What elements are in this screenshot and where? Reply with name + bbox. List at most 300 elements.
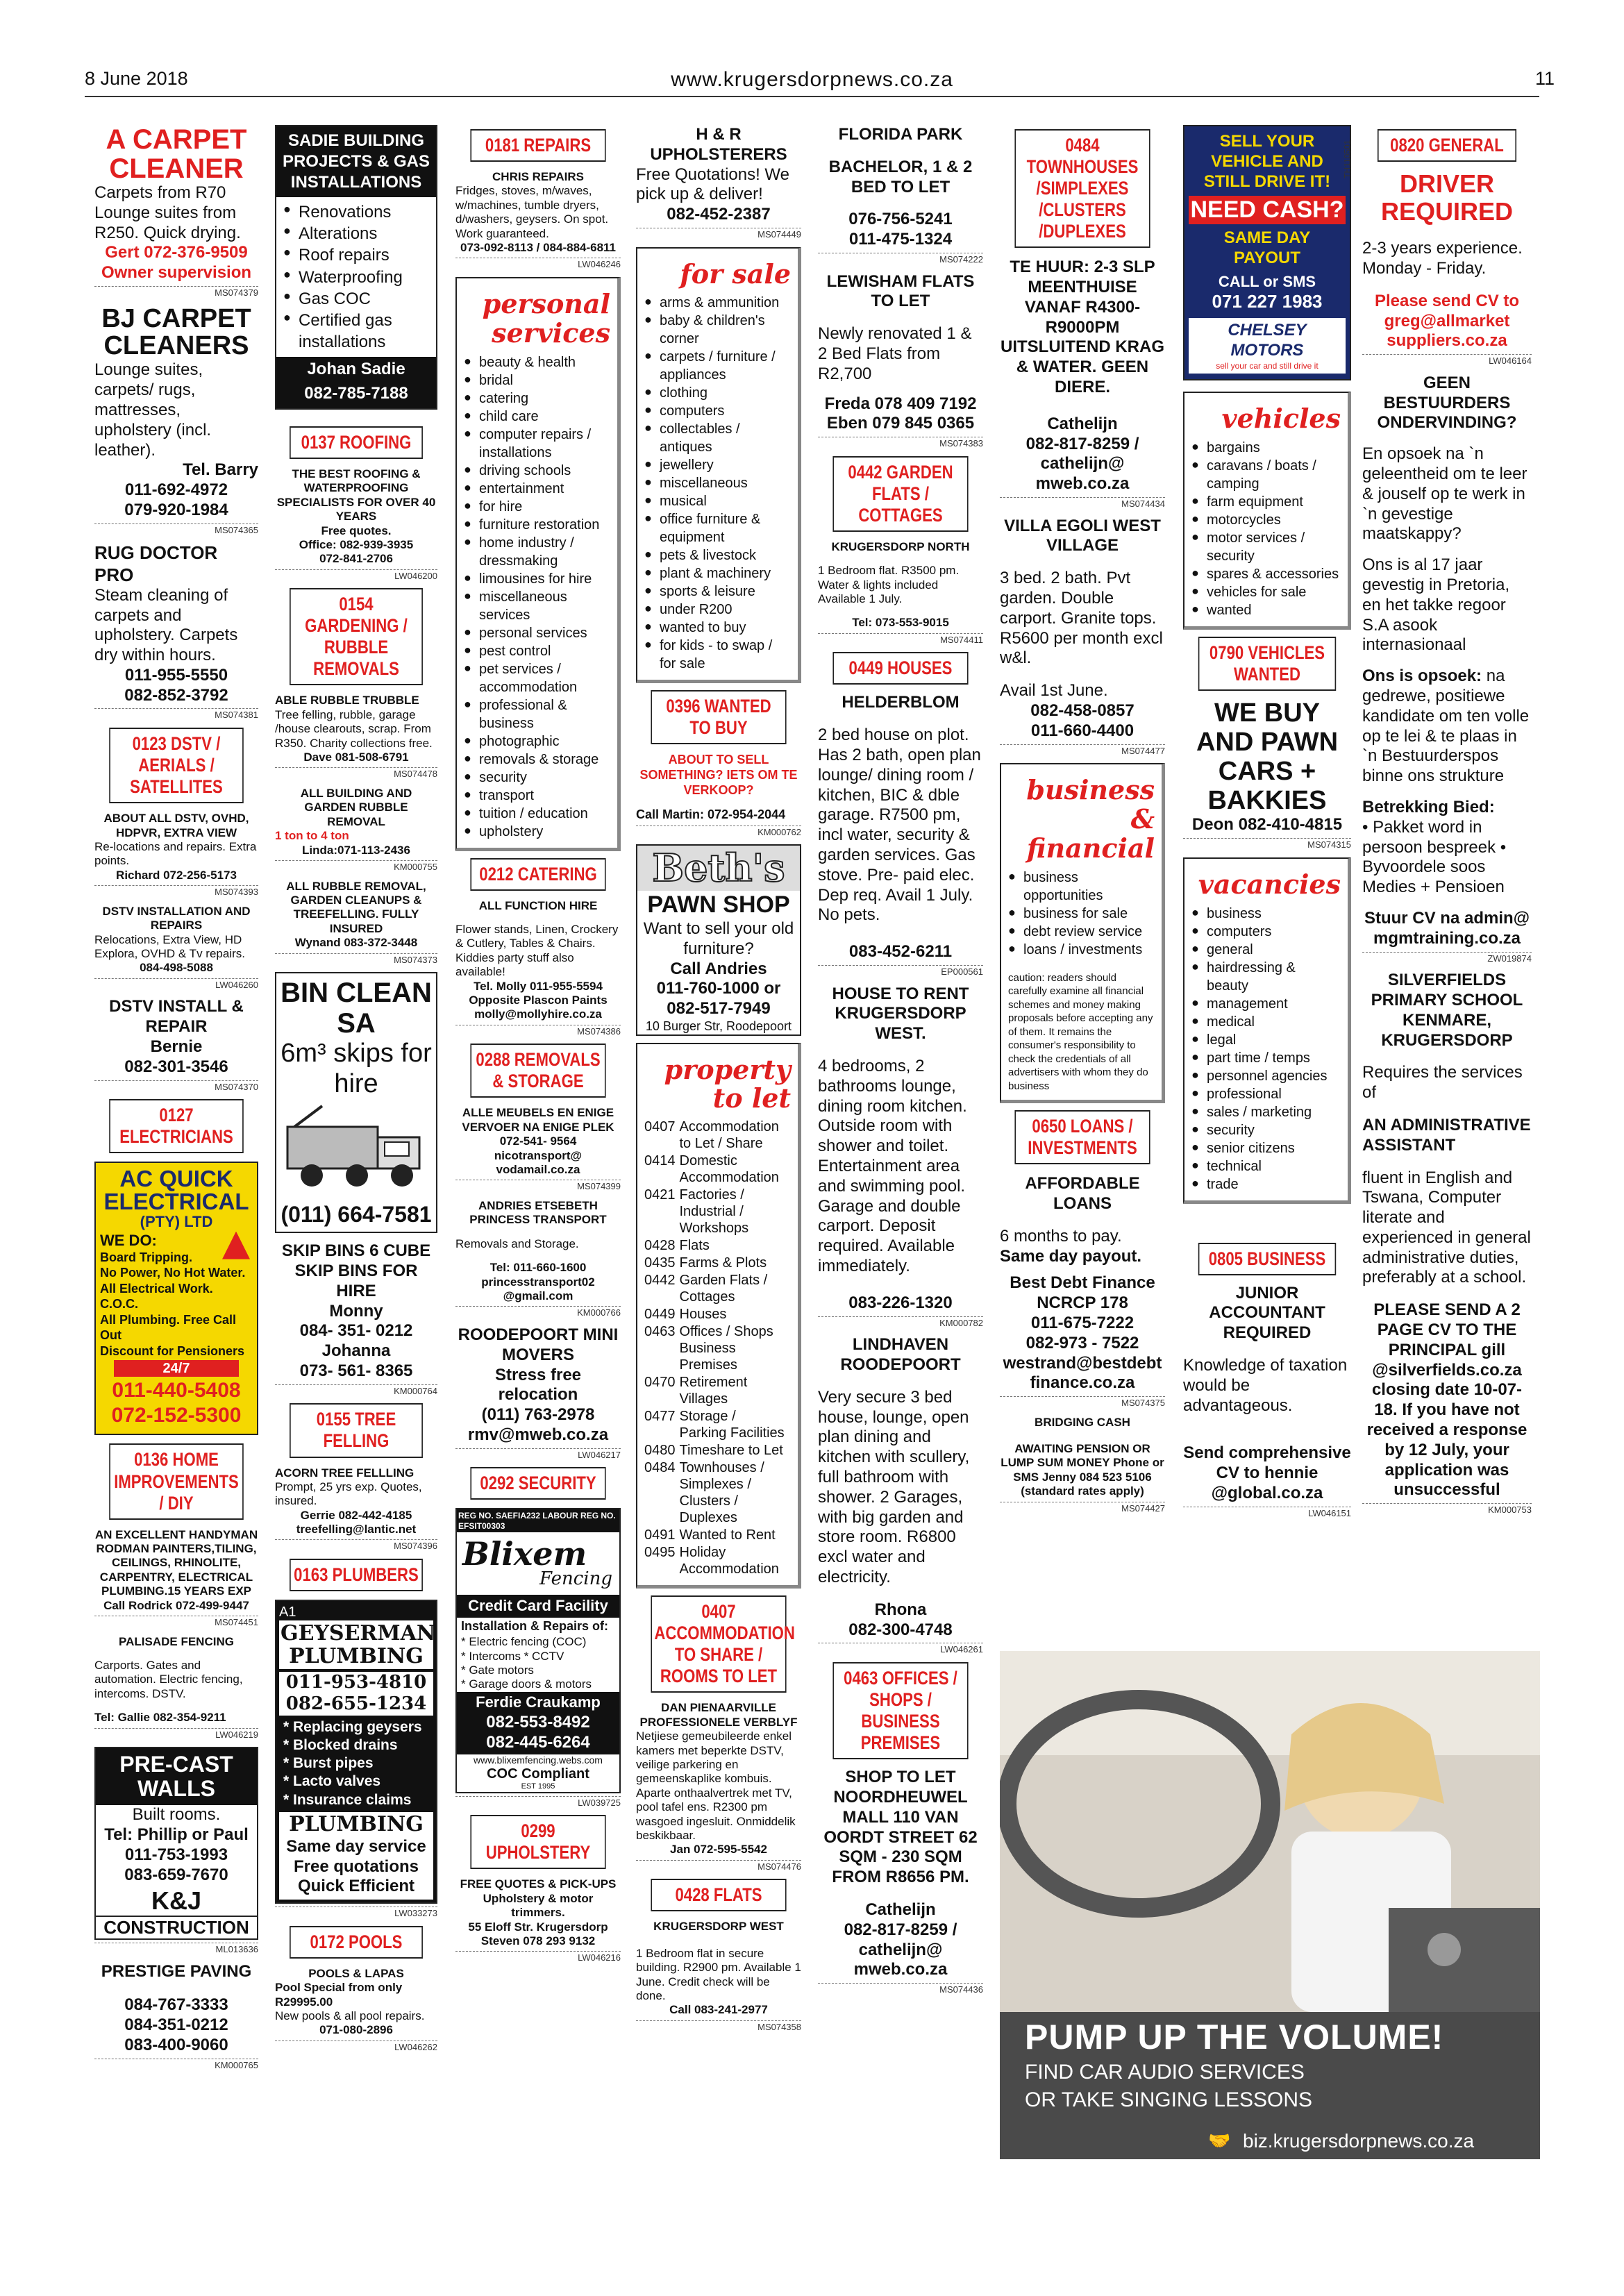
ad-title: ALL RUBBLE REMOVAL, GARDEN CLEANUPS & TREEFELLING. FULLY INSURED bbox=[286, 879, 426, 935]
category-heading: 0650 LOANS / INVESTMENTS bbox=[1014, 1110, 1150, 1164]
blixem-service-list bbox=[457, 1635, 619, 1692]
service-line: * Gate motors bbox=[461, 1663, 534, 1677]
property-category-row bbox=[644, 1153, 791, 1187]
service-item: ● Renovations bbox=[283, 201, 429, 223]
ad-ref: MS074358 bbox=[636, 2020, 801, 2033]
ad-body: 6 months to pay. bbox=[1000, 1226, 1122, 1246]
property-category-row bbox=[644, 1374, 791, 1408]
ad-title: PRESTIGE PAVING bbox=[101, 1961, 252, 1981]
category-heading: 0292 SECURITY bbox=[470, 1467, 605, 1500]
bin-clean-ad bbox=[275, 972, 437, 1233]
ad-phone: 011-753-1993 bbox=[124, 1845, 228, 1865]
ad-sub: 6m³ skips for hire bbox=[281, 1039, 432, 1098]
beths-pawn-ad bbox=[636, 844, 801, 1035]
ad-ref: MS074436 bbox=[818, 1983, 983, 1995]
category-label: Timeshare to Let bbox=[679, 1443, 783, 1459]
category-item: ● trade bbox=[1191, 1175, 1341, 1193]
ad-title: PRE-CAST WALLS bbox=[96, 1748, 257, 1805]
ad-247: 24/7 bbox=[114, 1360, 239, 1377]
ad-phone: Call Rodrick 072-499-9447 bbox=[103, 1598, 249, 1612]
ad-title: ANDRIES ETSEBETH PRINCESS TRANSPORT bbox=[469, 1198, 607, 1227]
ad-ref: MS074222 bbox=[818, 253, 983, 265]
ad-cta: Please send CV to greg@allmarket suppliers.co.za bbox=[1374, 291, 1520, 351]
column-7 bbox=[1183, 125, 1351, 1525]
ad-title: BIN CLEAN SA bbox=[281, 978, 432, 1039]
ad-body: Steam cleaning of carpets and upholstery. Carpets dry within hours. bbox=[94, 585, 238, 665]
ad-cta: PLEASE SEND A 2 PAGE CV TO THE PRINCIPAL gill @silverfields.co.za closing date 10-07-18. If you have not received a response by 12 July, your application was unsuccessful bbox=[1366, 1300, 1527, 1500]
category-code: 0484 bbox=[644, 1460, 676, 1476]
ad-contact: Cathelijn bbox=[1047, 414, 1118, 433]
category-item: ● medical bbox=[1191, 1013, 1341, 1031]
vehicles-index bbox=[1183, 392, 1351, 630]
ad-ref: KM000753 bbox=[1362, 1503, 1532, 1516]
ad-role: AN ADMINISTRATIVE ASSISTANT bbox=[1362, 1115, 1531, 1155]
ad-title: KRUGERSDORP NORTH bbox=[831, 539, 970, 553]
category-code: 0480 bbox=[644, 1443, 676, 1459]
category-label: Offices / Shops Business Premises bbox=[679, 1324, 773, 1373]
business-financial-index bbox=[1000, 763, 1165, 1103]
category-heading: 0288 REMOVALS & STORAGE bbox=[470, 1044, 605, 1098]
section-title: for sale bbox=[680, 258, 791, 290]
ad-ref: LW046260 bbox=[94, 978, 258, 991]
ad-email: westrand@bestdebt finance.co.za bbox=[1003, 1353, 1162, 1393]
category-heading: 0212 CATERING bbox=[470, 858, 605, 891]
ad-body: Same day payout. bbox=[1000, 1246, 1142, 1266]
sadie-service-list bbox=[276, 197, 436, 357]
ad-body: Re-locations and repairs. Extra points. bbox=[94, 840, 257, 868]
ad-phone: 011-475-1324 bbox=[848, 230, 953, 249]
ad-ref: LW046217 bbox=[455, 1448, 621, 1461]
ad-email: treefelling@lantic.net bbox=[296, 1523, 417, 1536]
category-heading: 0396 WANTED TO BUY bbox=[651, 690, 786, 744]
ad-body: 1 Bedroom flat in secure building. R2900 pm. Available 1 June. Credit check will be done. bbox=[636, 1946, 801, 2002]
ad-title: FREE QUOTES & PICK-UPS Upholstery & motor trimmers. bbox=[460, 1877, 617, 1920]
ad-body: New pools & all pool repairs. bbox=[275, 2009, 425, 2022]
ad-phone: 084-767-3333 bbox=[124, 1995, 228, 2015]
ad-phone: 082-655-1234 bbox=[279, 1693, 433, 1715]
category-heading: 0127 ELECTRICIANS bbox=[109, 1099, 244, 1153]
category-item: ● under R200 bbox=[644, 601, 791, 619]
category-item: ● security bbox=[464, 769, 610, 787]
ad-title: ROODEPOORT MINI MOVERS bbox=[458, 1325, 619, 1364]
category-item: ● part time / temps bbox=[1191, 1049, 1341, 1067]
ad-phone: 011-440-5408 bbox=[112, 1379, 241, 1402]
ad-sub: (PTY) LTD bbox=[140, 1213, 213, 1231]
ad-ref: MS074315 bbox=[1183, 838, 1351, 850]
ad-phone: 082-817-8259 / cathelijn@ mweb.co.za bbox=[844, 1920, 957, 1979]
ad-body: 4 bedrooms, 2 bathrooms lounge, dining room kitchen. Outside room with shower and toilet. Entertainment area and swimming pool. Garage and double carport. Deposit required. Available immediately. bbox=[818, 1057, 967, 1275]
category-heading: 0484 TOWNHOUSES /SIMPLEXES /CLUSTERS /DUPLEXES bbox=[1014, 129, 1150, 248]
ad-ref: MS074383 bbox=[818, 437, 983, 449]
ad-ref: LW046164 bbox=[1362, 354, 1532, 367]
category-heading: 0463 OFFICES / SHOPS / BUSINESS PREMISES bbox=[832, 1662, 968, 1759]
category-item: ● security bbox=[1191, 1121, 1341, 1139]
ad-body: Lounge suites, carpets/ rugs, mattresses, upholstery (incl. leather). bbox=[94, 360, 212, 460]
feature-line: Quick Efficient bbox=[297, 1877, 415, 1896]
service-line: All Plumbing. Free Call Out bbox=[100, 1312, 237, 1343]
category-item: ● business for sale bbox=[1008, 905, 1155, 923]
category-item: ● miscellaneous services bbox=[464, 588, 610, 624]
category-label: Houses bbox=[679, 1307, 727, 1323]
ad-title: KRUGERSDORP WEST bbox=[653, 1920, 784, 1934]
ad-phone: 082-458-0857 bbox=[1030, 701, 1135, 720]
ad-body: Requires the services of bbox=[1362, 1063, 1523, 1103]
section-title: vacancies bbox=[1198, 868, 1341, 900]
kj-ad bbox=[94, 1747, 258, 1940]
ad-title: ABOUT TO SELL SOMETHING? IETS OM TE VERKOOP? bbox=[639, 753, 798, 797]
ad-title: GEEN BESTUURDERS ONDERVINDING? bbox=[1377, 373, 1517, 433]
ad-body: Prompt, 25 yrs exp. Quotes, insured. bbox=[275, 1480, 422, 1508]
ad-ref: ZW019874 bbox=[1362, 952, 1532, 964]
ad-ref: LW046219 bbox=[94, 1728, 258, 1741]
ad-title: ALL FUNCTION HIRE bbox=[478, 898, 598, 912]
ad-phone: 082-452-2387 bbox=[667, 205, 771, 224]
ad-title: DAN PIENAARVILLE PROFESSIONELE VERBLYF bbox=[639, 1701, 798, 1729]
category-item: ● transport bbox=[464, 787, 610, 805]
ad-title: DSTV INSTALLATION AND REPAIRS bbox=[102, 904, 251, 932]
category-heading: 0155 TREE FELLING bbox=[290, 1403, 423, 1457]
property-category-row bbox=[644, 1459, 791, 1527]
category-heading: 0136 HOME IMPROVEMENTS / DIY bbox=[109, 1443, 244, 1519]
category-item: ● spares & accessories bbox=[1191, 565, 1341, 583]
category-item: ● debt review service bbox=[1008, 923, 1155, 941]
ad-phone: Linda:071-113-2436 bbox=[302, 843, 410, 857]
category-item: ● baby & children's corner bbox=[644, 312, 791, 348]
column-5 bbox=[818, 125, 983, 2002]
ad-heading: WE DO: bbox=[100, 1231, 157, 1249]
ad-phone: 079-920-1984 bbox=[124, 500, 228, 519]
ad-ref: MS074370 bbox=[94, 1080, 258, 1093]
ad-body: na gedrewe, positiewe kandidate om ten volle op te lei & te plaas in `n Bestuurderspos binne ons strukture bbox=[1362, 667, 1530, 786]
category-code: 0407 bbox=[644, 1119, 676, 1135]
category-item: ● tuition / education bbox=[464, 805, 610, 823]
ad-contact: Tel. Barry bbox=[183, 460, 258, 480]
ad-phone: 011-675-7222 bbox=[1030, 1313, 1135, 1332]
category-item: ● pet services / accommodation bbox=[464, 660, 610, 696]
category-heading: 0163 PLUMBERS bbox=[290, 1559, 423, 1591]
category-item: ● entertainment bbox=[464, 480, 610, 498]
promo-banner[interactable] bbox=[1000, 1651, 1540, 2159]
ad-title: AC QUICK ELECTRICAL bbox=[103, 1166, 249, 1215]
category-label: Accommodation to Let / Share bbox=[679, 1119, 779, 1152]
ac-quick-ad bbox=[94, 1162, 258, 1435]
ad-ref: LW046262 bbox=[275, 2041, 437, 2053]
ad-contact: Johan Sadie bbox=[276, 357, 436, 383]
category-heading: 0172 POOLS bbox=[290, 1926, 423, 1959]
page-number: 11 bbox=[1534, 68, 1555, 89]
ad-ref: MS074373 bbox=[275, 953, 437, 966]
ad-phone: 011-760-1000 or bbox=[656, 979, 781, 998]
ad-sub: BACHELOR, 1 & 2 BED TO LET bbox=[828, 157, 973, 196]
ad-title: WE BUY AND PAWN CARS + BAKKIES bbox=[1196, 698, 1339, 815]
header-rule bbox=[85, 96, 1539, 97]
ad-phone: 011-660-4400 bbox=[1030, 721, 1135, 740]
handshake-icon: 🤝 bbox=[1208, 2130, 1231, 2151]
ad-heading: PLUMBING bbox=[279, 1812, 433, 1837]
geyser-service-list bbox=[279, 1716, 433, 1812]
ad-phone: Freda 078 409 7192 bbox=[824, 394, 977, 413]
ad-body: Knowledge of taxation would be advantageous. bbox=[1183, 1356, 1348, 1415]
ad-body: Carports. Gates and automation. Electric fencing, intercoms. DSTV. bbox=[94, 1658, 243, 1700]
ad-title: BRIDGING CASH bbox=[1035, 1415, 1130, 1429]
ad-body: 1 Bedroom flat. R3500 pm. Water & lights included Available 1 July. bbox=[818, 564, 960, 606]
ad-ref: KM000765 bbox=[94, 2059, 258, 2071]
feature-line: Same day service bbox=[286, 1836, 426, 1856]
ad-cta: Stuur CV na admin@ mgmtraining.co.za bbox=[1364, 908, 1530, 948]
ad-contact: Johanna bbox=[321, 1341, 391, 1361]
ad-title: PAWN SHOP bbox=[647, 891, 790, 919]
ad-title: AFFORDABLE LOANS bbox=[1025, 1174, 1140, 1213]
category-item: ● miscellaneous bbox=[644, 474, 791, 492]
vacancies-index bbox=[1183, 857, 1351, 1204]
ad-title: VILLA EGOLI WEST VILLAGE bbox=[1004, 516, 1161, 555]
category-label: Retirement Villages bbox=[679, 1375, 748, 1407]
category-item: ● limousines for hire bbox=[464, 570, 610, 588]
site-url[interactable]: www.krugersdorpnews.co.za bbox=[671, 68, 953, 91]
ad-body: Tree felling, rubble, garage /house clearouts, scrap. From R350. Charity collections free. bbox=[275, 707, 433, 750]
property-category-row bbox=[644, 1527, 791, 1544]
ad-contact: Monny bbox=[329, 1301, 383, 1321]
property-category-row bbox=[644, 1306, 791, 1323]
service-line: * Lacto valves bbox=[283, 1773, 381, 1790]
promo-line: OR TAKE SINGING LESSONS bbox=[1025, 2088, 1312, 2111]
ad-title: HOUSE TO RENT KRUGERSDORP WEST. bbox=[832, 984, 969, 1044]
ad-phone: 082-300-4748 bbox=[848, 1620, 953, 1639]
category-code: 0463 bbox=[644, 1324, 676, 1340]
ad-cta: Send comprehensive CV to hennie @global.co.za bbox=[1183, 1443, 1351, 1503]
ad-reg: REG NO. SAEFIA232 LABOUR REG NO. EFSIT00303 bbox=[457, 1509, 619, 1532]
ad-address: 55 Eloff Str. Krugersdorp bbox=[468, 1920, 608, 1934]
ad-body: Ons is al 17 jaar gevestig in Pretoria, en het takke regoor S.A asook internasionaal bbox=[1362, 555, 1510, 655]
property-category-row bbox=[644, 1272, 791, 1306]
ad-sub: SAME DAY PAYOUT bbox=[1223, 228, 1311, 267]
category-item: ● management bbox=[1191, 995, 1341, 1013]
ad-sub: Stress free relocation bbox=[494, 1365, 582, 1405]
category-label: Domestic Accommodation bbox=[679, 1153, 779, 1186]
ad-phone: Gerrie 082-442-4185 bbox=[300, 1508, 412, 1522]
ad-phone: Wynand 083-372-3448 bbox=[294, 936, 418, 950]
ad-ref: KM000764 bbox=[275, 1384, 437, 1397]
category-item: ● for hire bbox=[464, 498, 610, 516]
ad-cta: CALL or SMS bbox=[1218, 272, 1316, 290]
ad-phone: 076-756-5241 bbox=[848, 210, 953, 229]
personal-services-list bbox=[464, 353, 610, 841]
ad-phone: 082-852-3792 bbox=[124, 685, 228, 705]
ad-ref: MS074386 bbox=[455, 1025, 621, 1037]
caution-note: caution: readers should carefully examine all financial schemes and money making proposals before accepting any of them. It remains the consumer's responsibility to check the credentials of all advertisers with whom they do business bbox=[1008, 971, 1153, 1092]
chelsey-motors-ad bbox=[1183, 125, 1351, 380]
category-item: ● catering bbox=[464, 389, 610, 408]
ad-ref: LW046151 bbox=[1183, 1507, 1351, 1519]
category-item: ● computers bbox=[644, 402, 791, 420]
ad-contact: Ferdie Craukamp bbox=[457, 1692, 619, 1713]
ad-body: Avail 1st June. bbox=[1000, 681, 1108, 701]
chelsey-logo-block bbox=[1189, 318, 1346, 374]
ad-ref: MS074411 bbox=[818, 633, 983, 646]
ad-title: SADIE BUILDING PROJECTS & GAS INSTALLATIONS bbox=[276, 126, 436, 197]
ad-contact: Rhona bbox=[874, 1600, 927, 1619]
service-item: ● Waterproofing bbox=[283, 267, 429, 288]
promo-site[interactable]: biz.krugersdorpnews.co.za bbox=[1243, 2130, 1475, 2152]
ad-contact: Tel: Phillip or Paul bbox=[104, 1825, 249, 1845]
service-line: * Insurance claims bbox=[283, 1791, 412, 1808]
category-item: ● computer repairs / installations bbox=[464, 426, 610, 462]
category-label: Flats bbox=[679, 1238, 710, 1254]
ad-heading: Installation & Repairs of: bbox=[461, 1618, 609, 1633]
ad-phone: Tel. Molly 011-955-5594 bbox=[474, 979, 603, 993]
ad-badge: A1 bbox=[279, 1604, 296, 1620]
ad-ref: TH110501 bbox=[1342, 140, 1353, 178]
category-item: ● business opportunities bbox=[1008, 869, 1155, 905]
ad-body: En opsoek na `n geleentheid om te leer & jouself op te werk in `n gevestige maatskappy? bbox=[1362, 444, 1527, 544]
for-sale-list bbox=[644, 294, 791, 673]
geyserman-ad bbox=[275, 1600, 437, 1904]
ad-sub: Built rooms. bbox=[132, 1805, 221, 1825]
ad-title: A CARPET CLEANER bbox=[106, 124, 247, 184]
ad-ref: LW046200 bbox=[275, 569, 437, 582]
property-category-row bbox=[644, 1408, 791, 1442]
ad-phone: 073-092-8113 / 084-884-6811 bbox=[460, 241, 617, 254]
car-audio-photo bbox=[1000, 1651, 1540, 2012]
category-item: ● business bbox=[1191, 905, 1341, 923]
ad-ref: KM000762 bbox=[636, 826, 801, 838]
category-heading: 0790 VEHICLES WANTED bbox=[1198, 637, 1336, 691]
ad-title: POOLS & LAPAS bbox=[308, 1966, 404, 1980]
ad-note: Owner supervision bbox=[101, 263, 252, 283]
ad-title: SKIP BINS 6 CUBE SKIP BINS FOR HIRE bbox=[281, 1241, 431, 1300]
ad-website[interactable]: www.blixemfencing.webs.com bbox=[474, 1754, 603, 1766]
sadie-ad bbox=[275, 125, 437, 410]
category-item: ● loans / investments bbox=[1008, 941, 1155, 959]
business-financial-list bbox=[1008, 869, 1155, 959]
category-code: 0414 bbox=[644, 1153, 676, 1169]
column-4 bbox=[636, 125, 801, 2039]
ad-phone: Richard 072-256-5173 bbox=[116, 868, 237, 882]
ad-ref: MS074478 bbox=[275, 767, 437, 780]
category-heading: 0805 BUSINESS bbox=[1198, 1243, 1336, 1275]
ad-email: molly@mollyhire.co.za bbox=[474, 1007, 602, 1021]
ad-phone: Office: 082-939-3935 bbox=[299, 537, 414, 551]
category-item: ● for kids - to swap / for sale bbox=[644, 637, 791, 673]
ad-phone: 082-973 - 7522 bbox=[1026, 1333, 1139, 1352]
ad-ref: MS074379 bbox=[94, 286, 258, 299]
category-item: ● driving schools bbox=[464, 462, 610, 480]
ad-phone: 082-445-6264 bbox=[457, 1733, 619, 1754]
ad-ref: MS074477 bbox=[1000, 744, 1165, 757]
ad-body: 3 bed. 2 bath. Pvt garden. Double carport. Granite tops. R5600 per month excl w&l. bbox=[1000, 569, 1163, 668]
ad-body: Carpets from R70 Lounge suites from R250. Quick drying. bbox=[94, 183, 241, 242]
ad-body: Free Quotations! We pick up & deliver! bbox=[636, 165, 789, 204]
ad-body: Removals and Storage. bbox=[455, 1237, 579, 1250]
category-item: ● arms & ammunition bbox=[644, 294, 791, 312]
ad-title: LEWISHAM FLATS TO LET bbox=[826, 271, 975, 311]
ad-title: ALL BUILDING AND GARDEN RUBBLE REMOVAL bbox=[300, 787, 412, 828]
ad-phone: 084-351-0212 bbox=[124, 2016, 228, 2035]
ad-title: ACORN TREE FELLLING bbox=[275, 1466, 415, 1480]
ad-title: SILVERFIELDS PRIMARY SCHOOL KENMARE, KRUGERSDORP bbox=[1371, 971, 1523, 1050]
ad-title: PALISADE FENCING bbox=[119, 1634, 234, 1648]
category-code: 0449 bbox=[644, 1307, 676, 1323]
column-1 bbox=[94, 125, 258, 2077]
ad-title: SELL YOUR VEHICLE AND STILL DRIVE IT! bbox=[1203, 132, 1331, 191]
category-item: ● wanted to buy bbox=[644, 619, 791, 637]
ad-phone: 082-817-8259 / cathelijn@ mweb.co.za bbox=[1026, 434, 1139, 494]
category-item: ● computers bbox=[1191, 923, 1341, 941]
ad-body: Relocations, Extra View, HD Explora, OVHD & Tv repairs. bbox=[94, 932, 245, 960]
category-item: ● motorcycles bbox=[1191, 511, 1341, 529]
property-to-let-index bbox=[636, 1043, 801, 1589]
ad-phone: Gert 072-376-9509 bbox=[105, 243, 248, 262]
category-item: ● general bbox=[1191, 941, 1341, 959]
ad-phone: 082-785-7188 bbox=[276, 383, 436, 408]
property-category-row bbox=[644, 1255, 791, 1272]
ad-ref: MS074476 bbox=[636, 1860, 801, 1872]
category-item: ● removals & storage bbox=[464, 751, 610, 769]
category-item: ● senior citizens bbox=[1191, 1139, 1341, 1157]
property-category-row bbox=[644, 1237, 791, 1255]
ad-title: TE HUUR: 2-3 SLP MEENTHUISE VANAF R4300- R9000PM UITSLUITEND KRAG & WATER. GEEN DIERE. bbox=[1001, 258, 1164, 397]
section-title: personal services bbox=[482, 287, 610, 349]
ad-ref: MS074427 bbox=[1000, 1502, 1165, 1514]
ad-phone: Call 083-241-2977 bbox=[669, 2003, 768, 2017]
ad-title: FLORIDA PARK bbox=[838, 125, 963, 144]
ad-phone: Tel: Gallie 082-354-9211 bbox=[94, 1711, 226, 1725]
ad-ref: MS074396 bbox=[275, 1539, 437, 1552]
category-item: ● photographic bbox=[464, 732, 610, 751]
for-sale-index bbox=[636, 247, 801, 684]
service-line: * Electric fencing (COC) bbox=[461, 1635, 587, 1649]
ad-contact: Cathelijn bbox=[865, 1900, 936, 1919]
ad-title: GEYSERMAN PLUMBING bbox=[281, 1621, 436, 1669]
section-title: property to let bbox=[664, 1053, 791, 1114]
ad-phone: 073- 561- 8365 bbox=[299, 1361, 413, 1381]
category-item: ● personal services bbox=[464, 624, 610, 642]
category-item: ● caravans / boats / camping bbox=[1191, 457, 1341, 493]
category-item: ● motor services / security bbox=[1191, 529, 1341, 565]
ad-logo: CHELSEY MOTORS bbox=[1228, 321, 1307, 360]
geyser-features bbox=[279, 1837, 433, 1900]
ad-ref: MS074434 bbox=[1000, 497, 1165, 510]
category-item: ● farm equipment bbox=[1191, 493, 1341, 511]
category-label: Factories / Industrial / Workshops bbox=[679, 1187, 749, 1237]
ad-contact: Call Andries bbox=[670, 959, 767, 978]
ad-ref: KM000782 bbox=[818, 1316, 983, 1329]
ad-body: fluent in English and Tswana, Computer literate and experienced in general administrative duties, preferably at a school. bbox=[1362, 1168, 1531, 1287]
ad-body: 2-3 years experience. Monday - Friday. bbox=[1362, 239, 1523, 278]
category-item: ● child care bbox=[464, 408, 610, 426]
section-title: business & financial bbox=[1026, 774, 1155, 864]
property-category-row bbox=[644, 1323, 791, 1374]
category-label: Garden Flats / Cottages bbox=[679, 1273, 768, 1305]
category-item: ● beauty & health bbox=[464, 353, 610, 371]
category-label: Townhouses / Simplexes / Clusters / Duplexes bbox=[679, 1460, 764, 1526]
service-line: * Garage doors & motors bbox=[461, 1677, 592, 1691]
ad-ref: LW046216 bbox=[455, 1951, 621, 1963]
ad-label: Ons is opsoek: bbox=[1362, 667, 1482, 686]
ad-body: 1 ton to 4 ton bbox=[275, 829, 349, 843]
ad-body: Fridges, stoves, m/waves, w/machines, tumble dryers, d/washers, geysers. On spot. Work guaranteed. bbox=[455, 184, 609, 240]
category-code: 0477 bbox=[644, 1409, 676, 1425]
category-label: Wanted to Rent bbox=[679, 1527, 776, 1543]
category-item: ● technical bbox=[1191, 1157, 1341, 1175]
ad-phone: 071-080-2896 bbox=[319, 2023, 393, 2037]
ad-label: Betrekking Bied: bbox=[1362, 797, 1495, 816]
category-item: ● musical bbox=[644, 492, 791, 510]
category-heading: 0407 ACCOMMODATION TO SHARE / ROOMS TO LET bbox=[651, 1595, 786, 1693]
category-item: ● bridal bbox=[464, 371, 610, 389]
ad-brand-sub: CONSTRUCTION bbox=[96, 1916, 257, 1938]
service-line: All Electrical Work. C.O.C. bbox=[100, 1281, 213, 1312]
